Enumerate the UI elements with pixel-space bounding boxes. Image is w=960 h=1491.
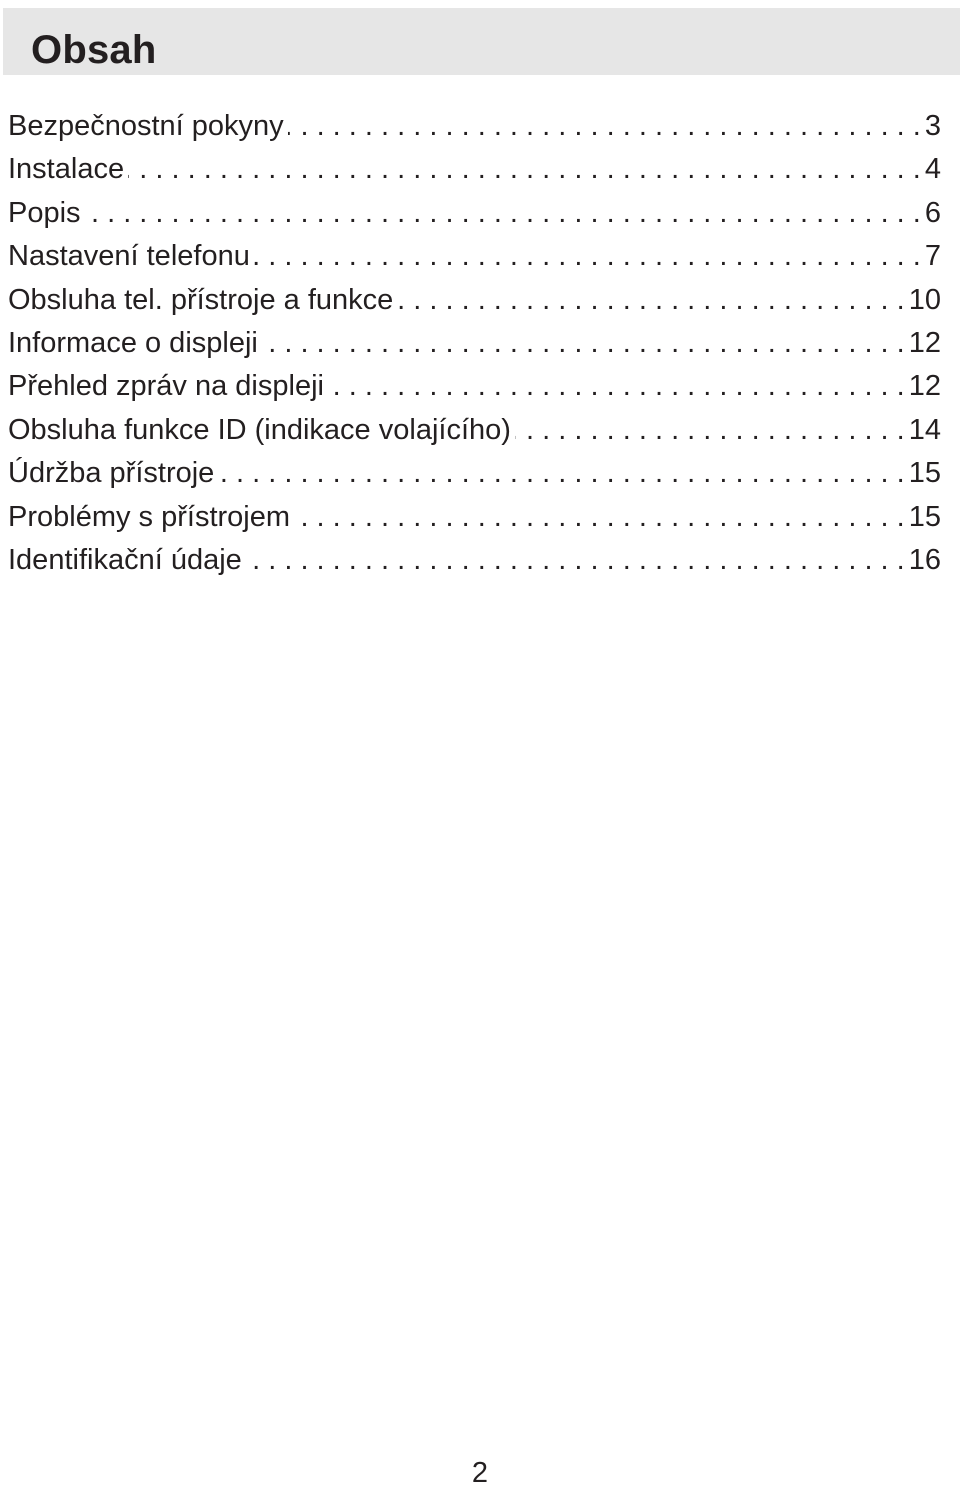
toc-entry-page: 6 — [924, 196, 941, 229]
page-number: 2 — [471, 1457, 489, 1489]
toc-entry-label: Instalace — [8, 153, 125, 186]
toc-entry-page: 16 — [908, 543, 941, 576]
toc-dot-leader — [218, 452, 904, 495]
toc-entry-label: Bezpečnostní pokyny — [8, 110, 284, 142]
toc-entry-page: 3 — [924, 110, 941, 142]
toc-entry-installation[interactable] — [8, 148, 941, 191]
toc-entry-display-info[interactable] — [8, 322, 941, 365]
toc-entry-display-messages[interactable] — [8, 365, 941, 408]
toc-dot-leader — [288, 105, 921, 148]
toc-entry-caller-id[interactable] — [8, 409, 941, 452]
toc-dot-leader — [294, 496, 905, 539]
toc-dot-leader — [128, 148, 921, 191]
toc-entry-label: Identifikační údaje — [8, 543, 242, 576]
toc-entry-label: Problémy s přístrojem — [8, 500, 291, 533]
toc-entry-page: 12 — [908, 370, 941, 403]
toc-dot-leader — [246, 539, 905, 582]
toc-entry-description[interactable] — [8, 192, 941, 235]
toc-entry-maintenance[interactable] — [8, 452, 941, 495]
toc-entry-operation[interactable] — [8, 279, 941, 322]
toc-entry-label: Údržba přístroje — [8, 457, 215, 490]
toc-entry-label: Nastavení telefonu — [8, 240, 250, 273]
toc-dot-leader — [397, 279, 904, 322]
toc-entry-phone-settings[interactable] — [8, 235, 941, 278]
toc-entry-page: 4 — [924, 153, 941, 186]
toc-entry-label: Informace o displeji — [8, 326, 258, 359]
header-bar — [3, 8, 960, 75]
toc-entry-page: 15 — [908, 500, 941, 533]
toc-entry-page: 12 — [908, 326, 941, 359]
toc-entry-troubleshooting[interactable] — [8, 496, 941, 539]
toc-dot-leader — [328, 365, 905, 408]
toc-entry-page: 15 — [908, 457, 941, 490]
toc-dot-leader — [85, 192, 921, 235]
toc-entry-page: 14 — [908, 413, 941, 446]
toc-dot-leader — [254, 235, 921, 278]
toc-dot-leader — [515, 409, 905, 452]
toc-dot-leader — [262, 322, 905, 365]
page-title: Obsah — [31, 28, 157, 72]
toc-entry-safety[interactable] — [8, 105, 941, 148]
toc-entry-label: Popis — [8, 196, 81, 229]
toc-entry-label: Přehled zpráv na displeji — [8, 370, 324, 403]
table-of-contents — [8, 105, 941, 582]
toc-entry-page: 10 — [908, 283, 941, 316]
toc-entry-label: Obsluha tel. přístroje a funkce — [8, 283, 394, 316]
toc-entry-identification[interactable] — [8, 539, 941, 582]
toc-entry-label: Obsluha funkce ID (indikace volajícího) — [8, 413, 511, 446]
toc-entry-page: 7 — [924, 240, 941, 273]
